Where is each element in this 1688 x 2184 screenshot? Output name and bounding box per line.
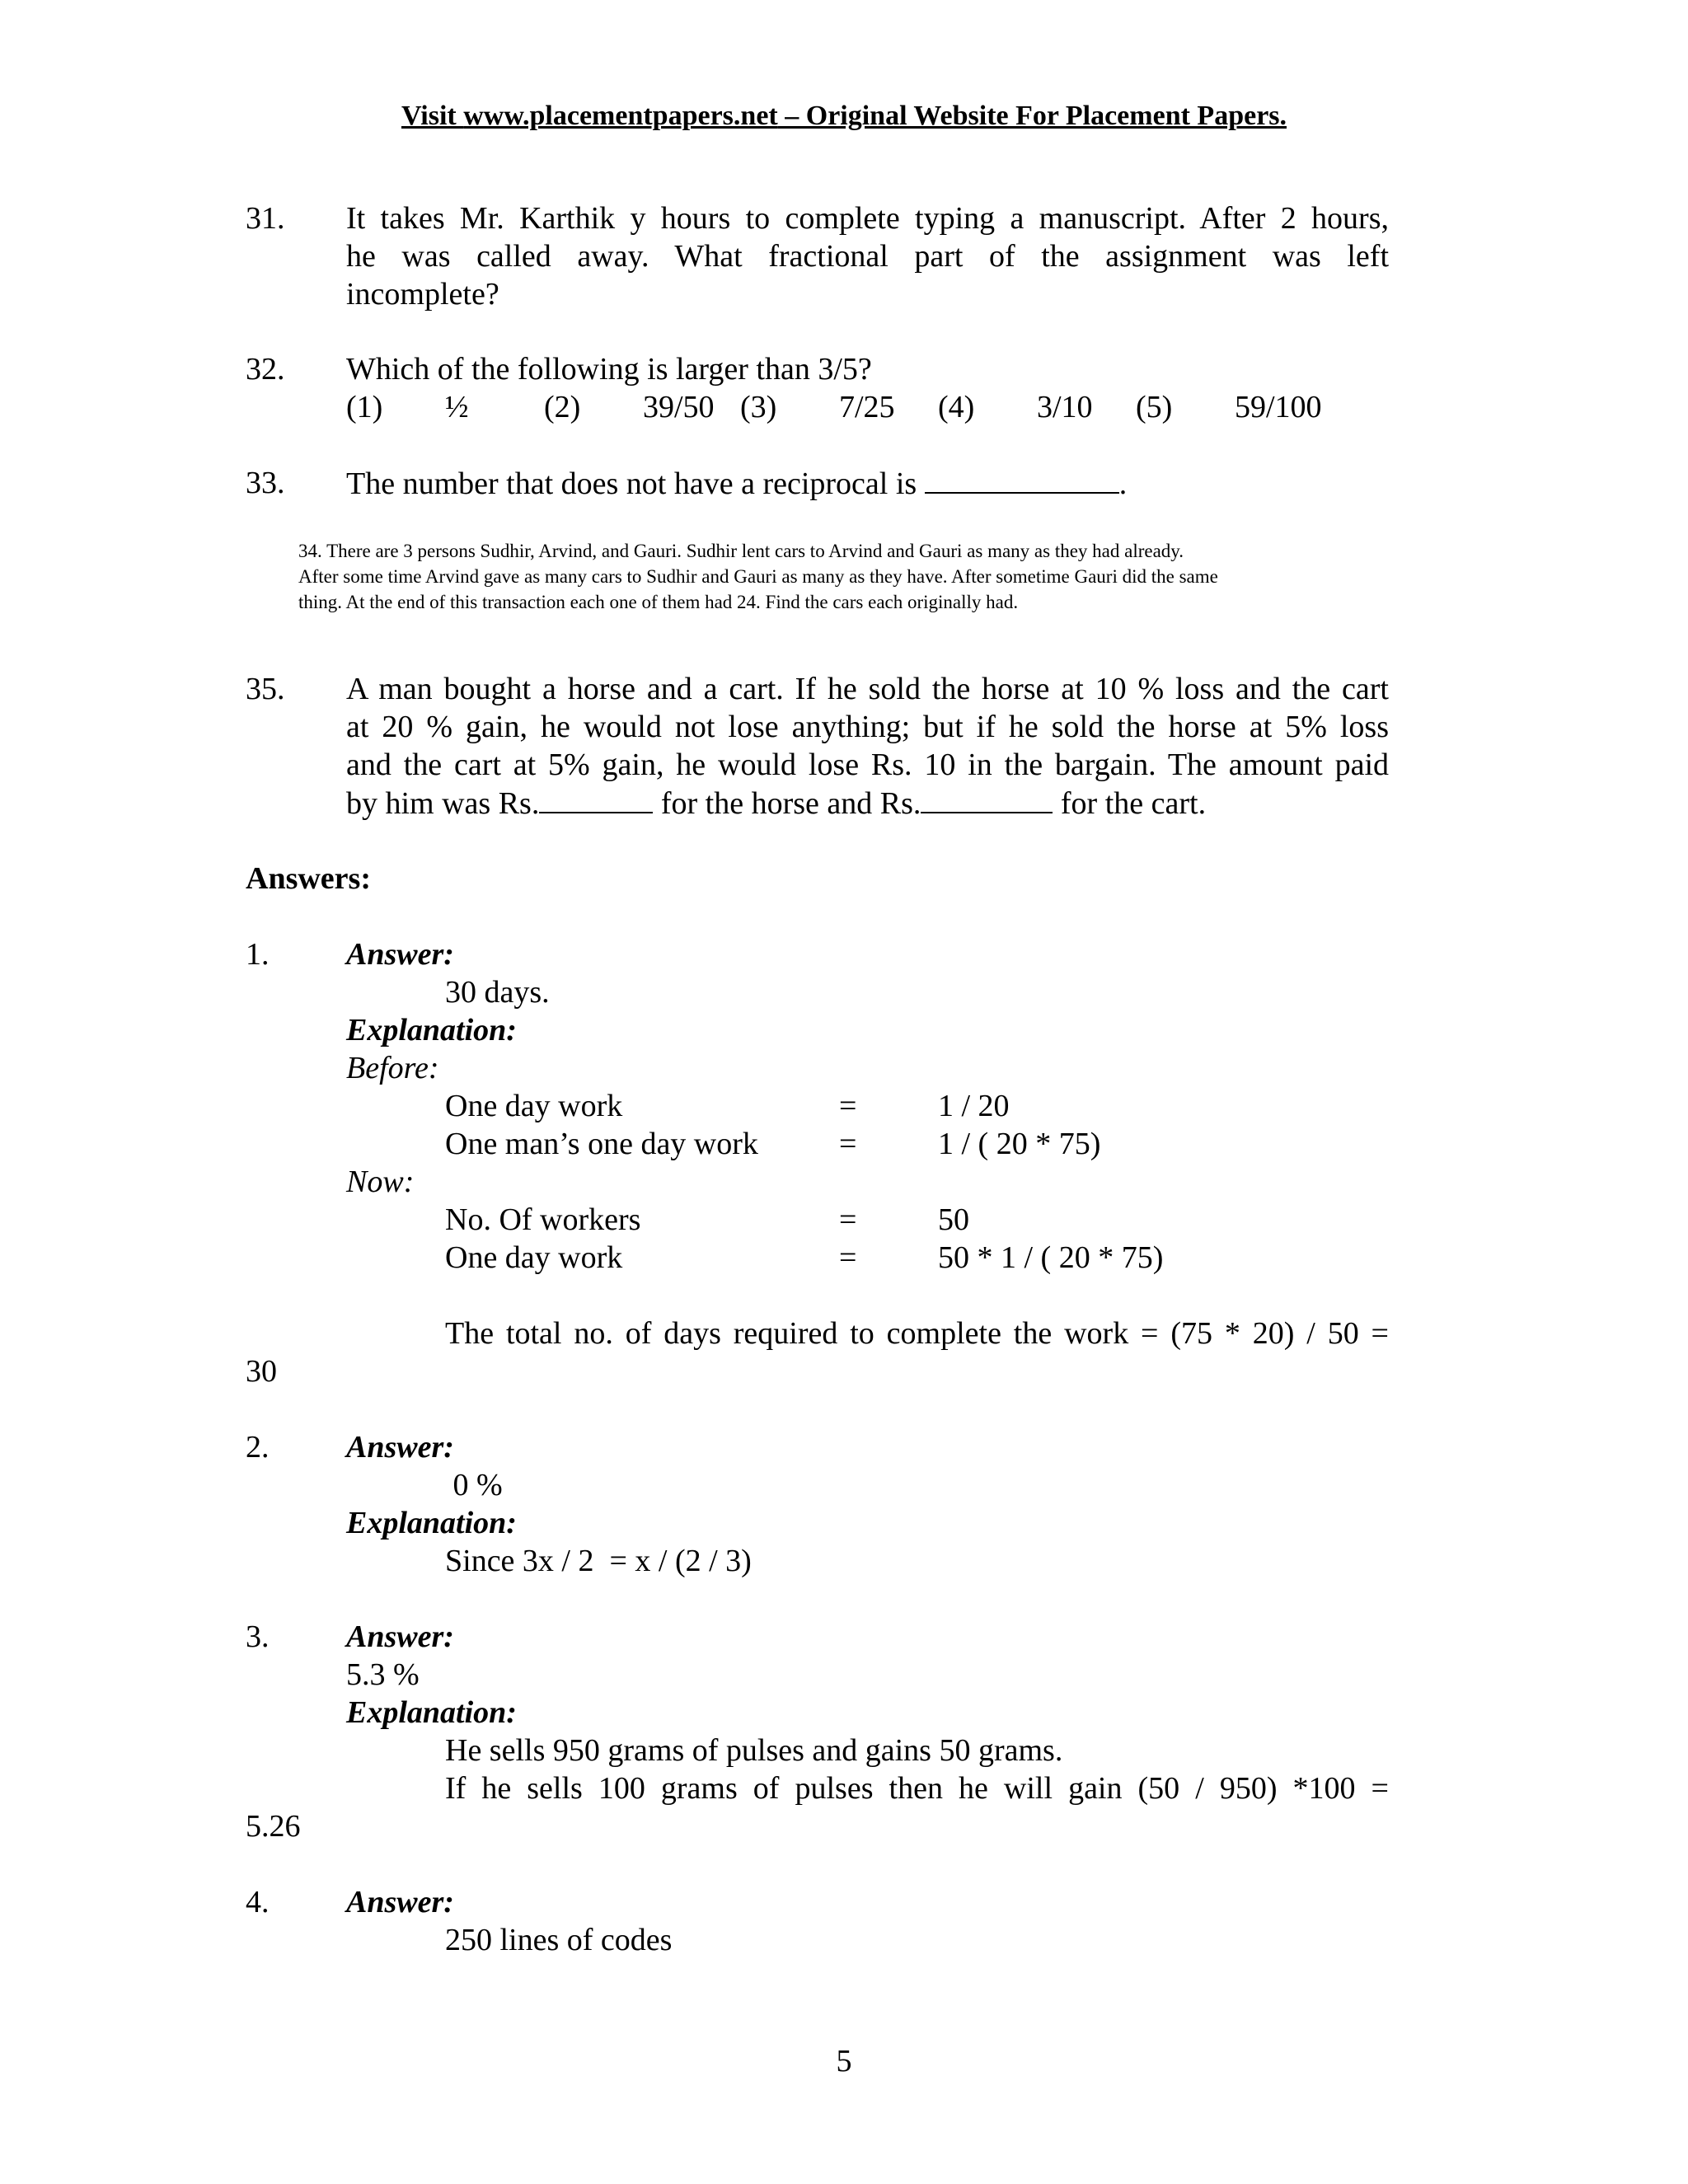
a1-now-label: Now: bbox=[346, 1165, 415, 1199]
header-visit: Visit bbox=[401, 101, 464, 131]
a1-before-row2-eq: = bbox=[839, 1127, 857, 1161]
answers-heading: Answers: bbox=[246, 861, 371, 896]
q31-number: 31. bbox=[246, 201, 285, 236]
q34-line3: thing. At the end of this transaction each one of them had 24. Find the cars each originally had. bbox=[298, 592, 1019, 612]
q33-blank bbox=[925, 464, 1119, 494]
a1-total-line: The total no. of days required to complete the work = (75 * 20) / 50 = bbox=[445, 1316, 1389, 1351]
q35-line2: at 20 % gain, he would not lose anything; but if he sold the horse at 5% loss bbox=[346, 710, 1389, 744]
a1-now-row1-eq: = bbox=[839, 1202, 857, 1237]
q33-text: The number that does not have a reciprocal is bbox=[346, 466, 917, 501]
q35-line4c: for the cart. bbox=[1053, 786, 1207, 821]
q33-number: 33. bbox=[246, 466, 285, 500]
a1-now-row1-term: No. Of workers bbox=[445, 1202, 641, 1237]
q32-opt3-value: 7/25 bbox=[839, 390, 895, 424]
a1-before-row1-term: One day work bbox=[445, 1089, 623, 1123]
a3-line2: If he sells 100 grams of pulses then he will gain (50 / 950) *100 = bbox=[445, 1771, 1389, 1806]
a1-now-row2-val: 50 * 1 / ( 20 * 75) bbox=[938, 1240, 1164, 1275]
q32-opt1-label: (1) bbox=[346, 390, 383, 424]
q33-line bbox=[346, 464, 1127, 503]
q35-horse-blank bbox=[539, 784, 653, 813]
a3-line1: He sells 950 grams of pulses and gains 50 grams. bbox=[445, 1733, 1063, 1768]
q35-number: 35. bbox=[246, 672, 285, 706]
q32-opt1-value: ½ bbox=[445, 390, 469, 424]
q32-number: 32. bbox=[246, 352, 285, 387]
a1-now-row2-eq: = bbox=[839, 1240, 857, 1275]
q32-text: Which of the following is larger than 3/5? bbox=[346, 352, 872, 387]
q35-line4b: for the horse and Rs. bbox=[653, 786, 921, 821]
a1-total-cont: 30 bbox=[246, 1354, 277, 1389]
q32-opt2-label: (2) bbox=[544, 390, 581, 424]
q35-line4a: by him was Rs. bbox=[346, 786, 540, 821]
a1-before-row2-term: One man’s one day work bbox=[445, 1127, 758, 1161]
q31-line2: he was called away. What fractional part of the assignment was left bbox=[346, 239, 1389, 274]
a4-answer: 250 lines of codes bbox=[445, 1923, 673, 1957]
q32-opt4-value: 3/10 bbox=[1037, 390, 1093, 424]
q32-opt3-label: (3) bbox=[740, 390, 777, 424]
a3-number: 3. bbox=[246, 1619, 270, 1654]
a4-number: 4. bbox=[246, 1885, 270, 1919]
q34-block bbox=[298, 538, 1370, 615]
page-header bbox=[0, 97, 1688, 135]
a1-now-row1-val: 50 bbox=[938, 1202, 969, 1237]
header-link[interactable]: www.placementpapers.net bbox=[463, 101, 778, 131]
a1-before-label: Before: bbox=[346, 1051, 439, 1085]
a1-now-row2-term: One day work bbox=[445, 1240, 623, 1275]
a3-answer-label: Answer: bbox=[346, 1619, 454, 1654]
a1-before-row1-val: 1 / 20 bbox=[938, 1089, 1010, 1123]
a1-before-row1-eq: = bbox=[839, 1089, 857, 1123]
q35-line4 bbox=[346, 784, 1206, 823]
q32-opt5-value: 59/100 bbox=[1235, 390, 1322, 424]
a2-explanation: Since 3x / 2 = x / (2 / 3) bbox=[445, 1544, 752, 1578]
q31-line3: incomplete? bbox=[346, 277, 499, 312]
q32-opt4-label: (4) bbox=[938, 390, 975, 424]
q31-line1: It takes Mr. Karthik y hours to complete typing a manuscript. After 2 hours, bbox=[346, 201, 1389, 236]
a1-explanation-label: Explanation: bbox=[346, 1013, 517, 1047]
q34-line2: After some time Arvind gave as many cars to Sudhir and Gauri as many as they have. After sometime Gauri did the same bbox=[298, 566, 1218, 587]
q35-line1: A man bought a horse and a cart. If he sold the horse at 10 % loss and the cart bbox=[346, 672, 1389, 706]
a3-line2-cont: 5.26 bbox=[246, 1809, 301, 1844]
a2-explanation-label: Explanation: bbox=[346, 1506, 517, 1540]
a1-number: 1. bbox=[246, 937, 270, 972]
a1-before-row2-val: 1 / ( 20 * 75) bbox=[938, 1127, 1101, 1161]
q34-line1: 34. There are 3 persons Sudhir, Arvind, and Gauri. Sudhir lent cars to Arvind and Gauri as many as they had already. bbox=[298, 541, 1184, 561]
a1-answer-label: Answer: bbox=[346, 937, 454, 972]
q35-line3: and the cart at 5% gain, he would lose Rs. 10 in the bargain. The amount paid bbox=[346, 748, 1389, 782]
q32-opt5-label: (5) bbox=[1136, 390, 1173, 424]
a2-answer: 0 % bbox=[445, 1468, 503, 1502]
q33-end: . bbox=[1118, 466, 1128, 501]
a4-answer-label: Answer: bbox=[346, 1885, 454, 1919]
a2-answer-label: Answer: bbox=[346, 1430, 454, 1465]
header-tagline: – Original Website For Placement Papers. bbox=[777, 101, 1287, 131]
a2-number: 2. bbox=[246, 1430, 270, 1465]
a3-answer: 5.3 % bbox=[346, 1657, 420, 1692]
q32-opt2-value: 39/50 bbox=[643, 390, 715, 424]
a1-answer: 30 days. bbox=[445, 975, 550, 1010]
q35-cart-blank bbox=[921, 784, 1053, 813]
page-number: 5 bbox=[836, 2044, 852, 2079]
a3-explanation-label: Explanation: bbox=[346, 1695, 517, 1730]
